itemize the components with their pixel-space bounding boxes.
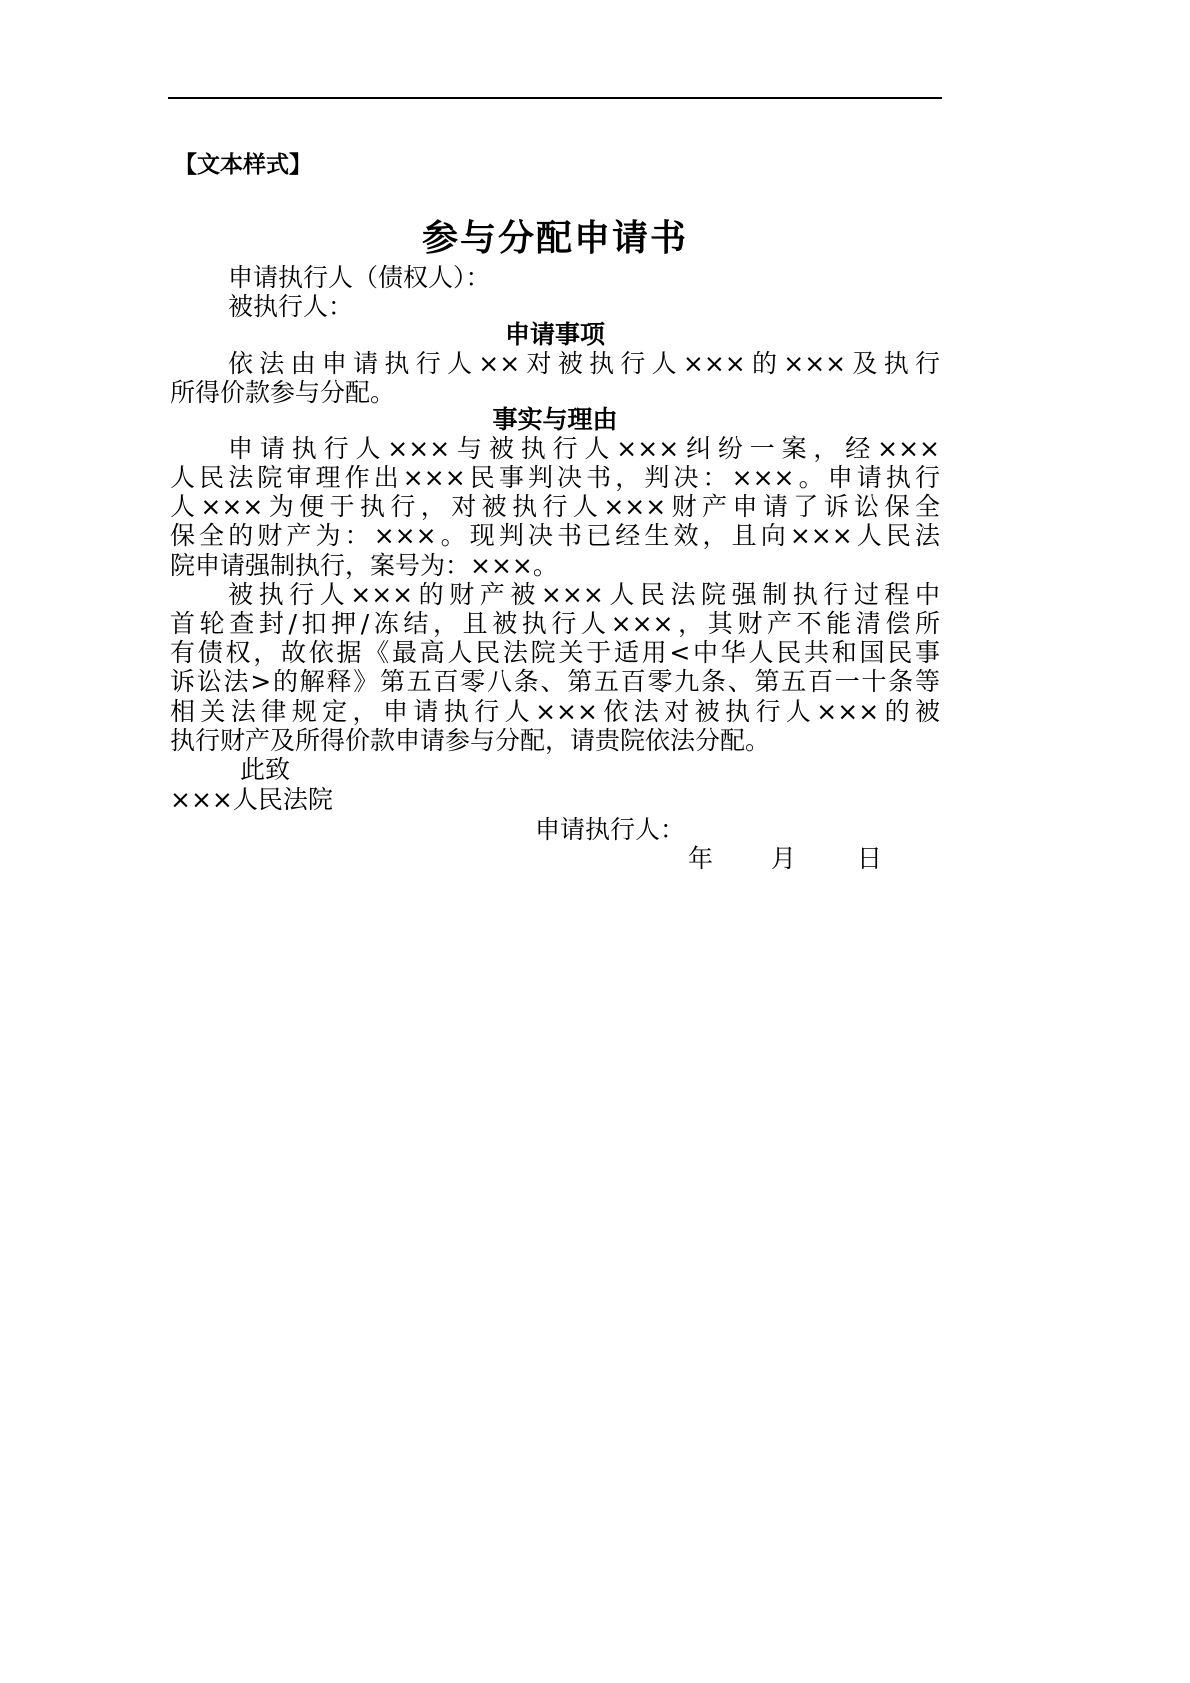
facts-line: 人×××为便于执行，对被执行人×××财产申请了诉讼保全: [170, 492, 940, 521]
facts-line: 诉讼法>的解释》第五百零八条、第五百零九条、第五百一十条等: [170, 667, 940, 696]
document-title: 参与分配申请书: [421, 218, 688, 259]
date-year: 年: [688, 844, 714, 873]
date-month: 月: [771, 844, 797, 873]
facts-line: 申请执行人×××与被执行人×××纠纷一案，经×××: [228, 434, 940, 463]
request-line: 依法由申请执行人××对被执行人×××的×××及执行: [228, 349, 940, 378]
facts-line: 有债权，故依据《最高人民法院关于适用<中华人民共和国民事: [170, 638, 940, 667]
signature-label: 申请执行人：: [535, 815, 686, 844]
facts-line: 院申请强制执行，案号为：×××。: [170, 551, 558, 580]
applicant-label: 申请执行人（债权人）：: [228, 263, 491, 292]
salutation: 此致: [240, 755, 291, 784]
date-day: 日: [857, 844, 883, 873]
facts-line: 执行财产及所得价款申请参与分配，请贵院依法分配。: [170, 726, 771, 755]
facts-line: 被执行人×××的财产被×××人民法院强制执行过程中: [228, 580, 940, 609]
court-name: ×××人民法院: [170, 785, 333, 814]
facts-line: 人民法院审理作出×××民事判决书，判决：×××。申请执行: [170, 463, 940, 492]
respondent-label: 被执行人：: [228, 292, 354, 321]
section-request-heading: 申请事项: [504, 320, 605, 349]
section-facts-heading: 事实与理由: [492, 405, 618, 434]
facts-line: 首轮查封/扣押/冻结，且被执行人×××，其财产不能清偿所: [170, 609, 940, 638]
style-tag: 【文本样式】: [174, 152, 312, 178]
request-line: 所得价款参与分配。: [170, 378, 396, 407]
facts-line: 保全的财产为：×××。现判决书已经生效，且向×××人民法: [170, 521, 940, 550]
header-rule: [168, 97, 942, 99]
facts-line: 相关法律规定，申请执行人×××依法对被执行人×××的被: [170, 697, 940, 726]
